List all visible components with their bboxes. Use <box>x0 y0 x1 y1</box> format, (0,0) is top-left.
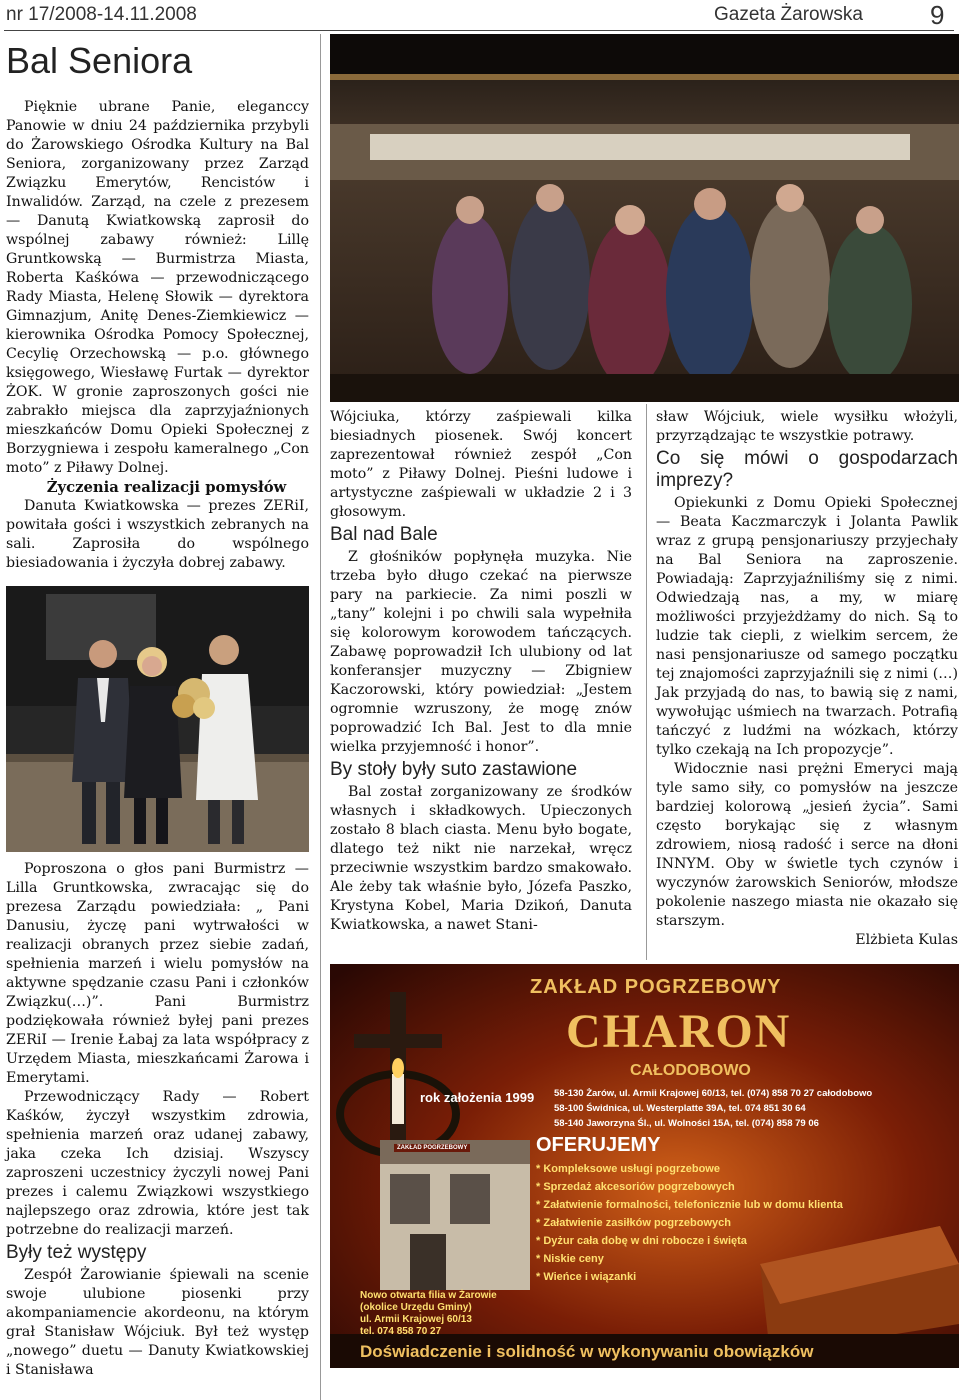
photo-dance-hall <box>330 34 959 402</box>
ad-offer-item: * Wieńce i wiązanki <box>536 1271 637 1283</box>
bal-paragraph: Z głośników popłynęła muzyka. Nie trzeba było długo czekać na pierwsze pary na parkiecie. Za nimi poszli w „tany” kolejni i po chwili sala wypełniła się kolorowym korowodem tańczących. Zabawę poprowadził Ich ulubiony od lat konferansjer muzyczny — Zbigniew Kaczorowski, który powiedział: „Jestem ogromnie wzruszony, że mogę znów poprowadzić Ich Bal. Jest to dla mnie wielka przyjemność i honor”. <box>330 549 632 755</box>
article-column-1-top <box>6 98 309 573</box>
photo-dance-hall-image <box>330 34 959 402</box>
col3-continuation: sław Wójciuk, wiele wysiłku włożyli, przyrządzając te wszystkie potrawy. <box>656 409 958 444</box>
ad-offer-item: * Załatwienie zasiłków pogrzebowych <box>536 1217 731 1229</box>
column-divider <box>646 404 647 960</box>
subhead-bal-nad-bale: Bal nad Bale <box>330 524 438 545</box>
column-divider <box>320 34 321 1400</box>
page-number: 9 <box>930 0 945 30</box>
wishes-paragraph: Danuta Kwiatkowska — prezes ZERiI, powitała gości i wszystkich zebranych na sali. Zaprosiła do wspólnego biesiadowania i życzyła dobrej zabawy. <box>6 498 309 571</box>
ad-slogan: Doświadczenie i solidność w wykonywaniu obowiązków <box>360 1342 814 1361</box>
intro-paragraph: Pięknie ubrane Panie, eleganccy Panowie w dniu 24 października przybyli do Żarowskiego Ośrodka Kultury na Bal Seniora, zorganizowany przez Zarząd Związku Emerytów, Rencistów i Inwalidów. Zarząd, na czele z prezesem — Danutą Kwiatkowską zaprosił do wspólnej zabawy również: Lillę Gruntkowską — Burmistrza Miasta, Roberta Kaśkówa — przewodniczącego Rady Miasta, Helenę Słowik — dyrektora Gimnazjum, Anitę Denes-Ziemkiewicz — kierownika Ośrodka Pomocy Społecznej, Cecylię Orzechowską — p.o. głównego księgowego, Wiesławę Furtak — dyrektor ŻOK. W gronie zaproszonych gości nie zabrakło miejsca dla zaprzyjaźnionych mieszkańców Domu Opieki Społecznej z Borzygniewa i zespołu kameralnego „Con moto” z Piławy Dolnej. <box>6 99 309 476</box>
ad-offer-item: * Kompleksowe usługi pogrzebowe <box>536 1163 720 1175</box>
article-column-2 <box>330 408 632 935</box>
burmistrz-paragraph: Poproszona o głos pani Burmistrz — Lilla Gruntkowska, zwracając się do prezesa Zarządu powiedziała: „ Pani Danusiu, życzę pani wytrwałości w realizacji obranych przez siebie zadań, spełnienia marzeń i wielu pomysłów na aktywne spędzanie czasu Pani i członków Związku(…)”. Pani Burmistrz podziękowała również byłej pani prezes ZERiI — Irenie Łabaj za lata współpracy z Urzędem Miasta, mieszkańcami Żarowa i Emerytami. <box>6 861 309 1086</box>
rada-paragraph: Przewodniczący Rady — Robert Kaśków, życzył wszystkim zdrowia, spełnienia marzeń oraz udanej zabawy, jaka czeka Ich dzisiaj. Wszyscy zaproszeni uczestnicy życzyli nowej Pani prezes i calemu Związkowi wszystkiego najlepszego oraz zdrowia, które jest tak potrzebne do realizacji marzeń. <box>6 1089 309 1238</box>
col2-continuation: Wójciuka, którzy zaśpiewali kilka biesiadnych piosenek. Swój koncert zaprezentował również zespół „Con moto” z Piławy Dolnej. Pieśni ludowe i artystyczne zaśpiewali w układzie 2 i 3 głosowym. <box>330 409 632 520</box>
subhead-hosts: Co się mówi o gospodarzach imprezy? <box>656 448 958 491</box>
ad-founded: rok założenia 1999 <box>420 1090 535 1105</box>
ad-branch-line: (okolice Urzędu Gminy) <box>360 1302 472 1313</box>
ad-title: ZAKŁAD POGRZEBOWY <box>530 976 782 998</box>
ad-address: 58-130 Żarów, ul. Armii Krajowej 60/13, tel. (074) 858 70 27 całodobowo <box>554 1088 873 1099</box>
subhead-tables: By stoły były suto zastawione <box>330 759 578 780</box>
stoly-paragraph: Bal został zorganizowany ze środków własnych i składkowych. Upieczonych zostało 8 blach ciasta. Menu było bogate, dlatego też nikt nie narzekał, wręcz przeciwnie wszystkim bardzo smakowało. Ale żeby tak właśnie było, Józefa Paszko, Krystyna Kobel, Maria Dzikoń, Danuta Kwiatkowska, a nawet Stani- <box>330 784 632 933</box>
ad-offer-title: OFERUJEMY <box>536 1134 661 1156</box>
article-column-1-bottom <box>6 860 309 1380</box>
ad-offer-list <box>536 1160 843 1286</box>
emeryci-paragraph: Widocznie nasi prężni Emeryci mają tyle samo siły, co pomysłów na jeszcze bardziej kolorową „jesień życia”. Sami często borykając się z własnym zdrowiem, niosą radość i serce na dłoni INNYM. Oby w świetle tych czynów i wyczynów żarowskich Seniorów, młodsze pokolenie naszego miasta nie okazało się starszym. <box>656 761 958 929</box>
article-author: Elżbieta Kulas <box>855 932 958 948</box>
issue-number: nr 17/2008-14.11.2008 <box>6 4 197 25</box>
ad-address: 58-140 Jaworzyna Śl., ul. Wolności 15A, tel. (074) 858 79 06 <box>554 1118 819 1129</box>
ad-company-name: CHARON <box>566 1005 792 1058</box>
ad-offer-item: * Dyżur cała dobę w dni robocze i święta <box>536 1235 747 1247</box>
header-rule <box>4 30 954 31</box>
ad-branch-line: tel. 074 858 70 27 <box>360 1326 442 1337</box>
photo-guests-image <box>6 586 309 852</box>
ad-address: 58-100 Świdnica, ul. Westerplatte 39A, tel. 074 851 30 64 <box>554 1103 806 1114</box>
ad-open-hours: CAŁODOBOWO <box>630 1062 751 1079</box>
dom-paragraph: Opiekunki z Domu Opieki Społecznej — Beata Kaczmarczyk i Jolanta Pawlik wraz z grupą pensjonariuszy przyjechały na Bal Seniora na zaproszenie. Powiadają: Zaprzyjaźniliśmy się z nimi. Odwiedzają nas, a my, w miarę możliwości przyjeżdżamy do nich. Są to ludzie tak ciepli, z wielkim sercem, że nasi pensjonariusze od samego początku tej znajomości zaprzyjaźnili się z nimi (…) Jak przyjadą do nas, to bawią się z nami, wywołując uśmiech na twarzach. Potrafią tańczyć z ludźmi na wózkach, którzy tylko czekają na Ich propozycje”. <box>656 495 958 758</box>
ad-shop-sign: ZAKŁAD POGRZEBOWY <box>394 1144 470 1152</box>
newspaper-name: Gazeta Żarowska <box>714 4 863 25</box>
funeral-home-ad <box>330 964 959 1368</box>
ad-offer-item: * Załatwienie formalności, telefonicznie lub w domu klienta <box>536 1199 843 1211</box>
ad-branch-line: ul. Armii Krajowej 60/13 <box>360 1314 472 1325</box>
article-headline: Bal Seniora <box>6 40 193 81</box>
ad-offer-item: * Niskie ceny <box>536 1253 604 1265</box>
subhead-wishes: Życzenia realizacji pomysłów <box>46 479 287 496</box>
ad-branch-info <box>360 1290 497 1338</box>
ad-addresses <box>554 1086 872 1131</box>
photo-guests <box>6 586 309 852</box>
ad-offer-item: * Sprzedaż akcesoriów pogrzebowych <box>536 1181 735 1193</box>
zespol-paragraph: Zespół Żarowianie śpiewali na scenie swoje ulubione piosenki przy akompaniamencie akordeonu, na którym grał Stanisław Wójciuk. Był też występ „nowego” duetu — Danuty Kwiatkowskiej i Stanisława <box>6 1267 309 1378</box>
article-column-3 <box>656 408 958 950</box>
subhead-performances: Były też występy <box>6 1242 147 1263</box>
ad-branch-line: Nowo otwarta filia w Żarowie <box>360 1290 497 1301</box>
